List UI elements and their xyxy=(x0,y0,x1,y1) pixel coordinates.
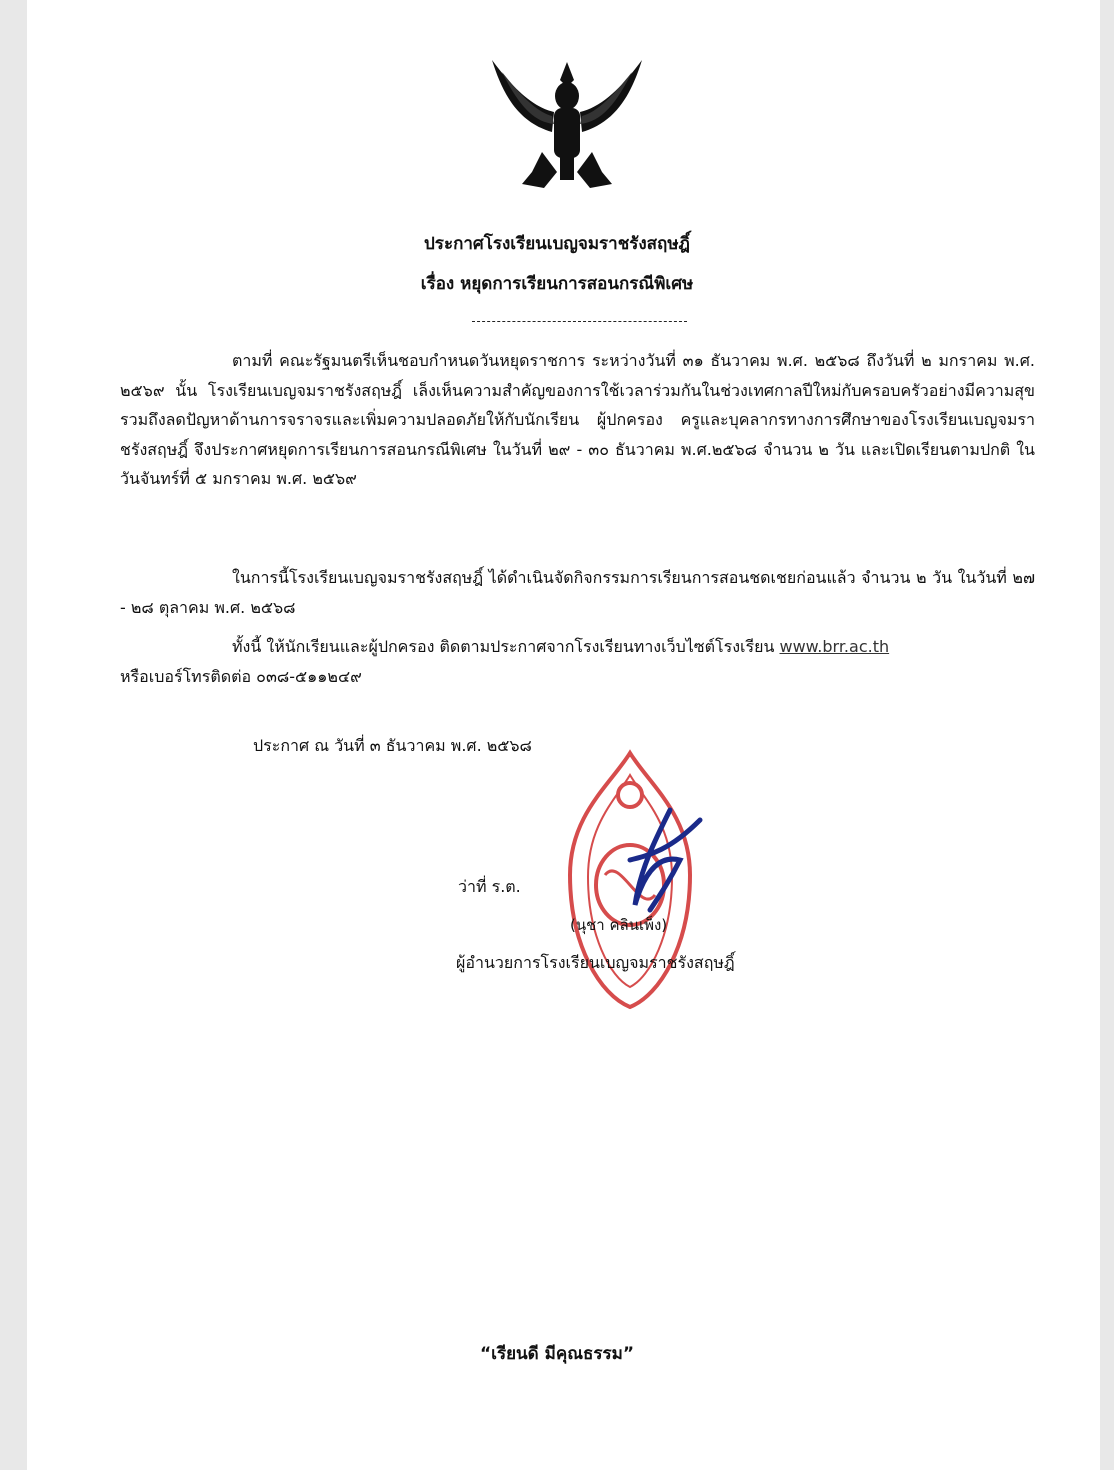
signer-name: (นุชา คลินเพ็ง) xyxy=(570,916,668,934)
garuda-emblem-icon xyxy=(482,52,652,198)
document-page xyxy=(27,0,1100,1470)
body-paragraph-2: ในการนี้โรงเรียนเบญจมราชรังสฤษฎิ์ ได้ดำเนินจัดกิจกรรมการเรียนการสอนชดเชยก่อนแล้ว จำนวน ๒ วัน ในวันที่ ๒๗ - ๒๘ ตุลาคม พ.ศ. ๒๕๖๘ xyxy=(120,568,1035,617)
announce-date: ประกาศ ณ วันที่ ๓ ธันวาคม พ.ศ. ๒๕๖๘ xyxy=(253,736,532,755)
school-website-link[interactable]: www.brr.ac.th xyxy=(779,637,890,656)
body-paragraph-1: ตามที่ คณะรัฐมนตรีเห็นชอบกำหนดวันหยุดราชการ ระหว่างวันที่ ๓๑ ธันวาคม พ.ศ. ๒๕๖๘ ถึงวันที่ ๒ มกราคม พ.ศ. ๒๕๖๙ นั้น โรงเรียนเบญจมราชรังสฤษฎิ์ เล็งเห็นความสำคัญของการใช้เวลาร่วมกันในช่วงเทศกาลปีใหม่กับครอบครัวอย่างมีความสุข รวมถึงลดปัญหาด้านการจราจรและเพิ่มความปลอดภัยให้กับนักเรียน ผู้ปกครอง ครูและบุคลากรทางการศึกษาของโรงเรียนเบญจมราชรังสฤษฎิ์ จึงประกาศหยุดการเรียนการสอนกรณีพิเศษ ในวันที่ ๒๙ - ๓๐ ธันวาคม พ.ศ.๒๕๖๘ จำนวน ๒ วัน และเปิดเรียนตามปกติ ในวันจันทร์ที่ ๕ มกราคม พ.ศ. ๒๕๖๙ xyxy=(120,351,1035,488)
announcement-title: ประกาศโรงเรียนเบญจมราชรังสฤษฎิ์ xyxy=(424,234,690,254)
paragraph-3-text: ทั้งนี้ ให้นักเรียนและผู้ปกครอง ติดตามประกาศจากโรงเรียนทางเว็บไซต์โรงเรียน xyxy=(232,637,780,656)
paragraph-3-phone: หรือเบอร์โทรติดต่อ ๐๓๘-๕๑๑๒๔๙ xyxy=(120,666,362,686)
school-motto: “เรียนดี มีคุณธรรม” xyxy=(479,1344,635,1364)
signature-icon xyxy=(600,800,720,920)
announcement-subject: เรื่อง หยุดการเรียนการสอนกรณีพิเศษ xyxy=(420,274,694,294)
acting-rank: ว่าที่ ร.ต. xyxy=(458,877,521,896)
body-paragraph-3 xyxy=(120,632,1035,691)
title-divider xyxy=(472,321,687,322)
signer-title: ผู้อำนวยการโรงเรียนเบญจมราชรังสฤษฎิ์ xyxy=(456,953,735,972)
